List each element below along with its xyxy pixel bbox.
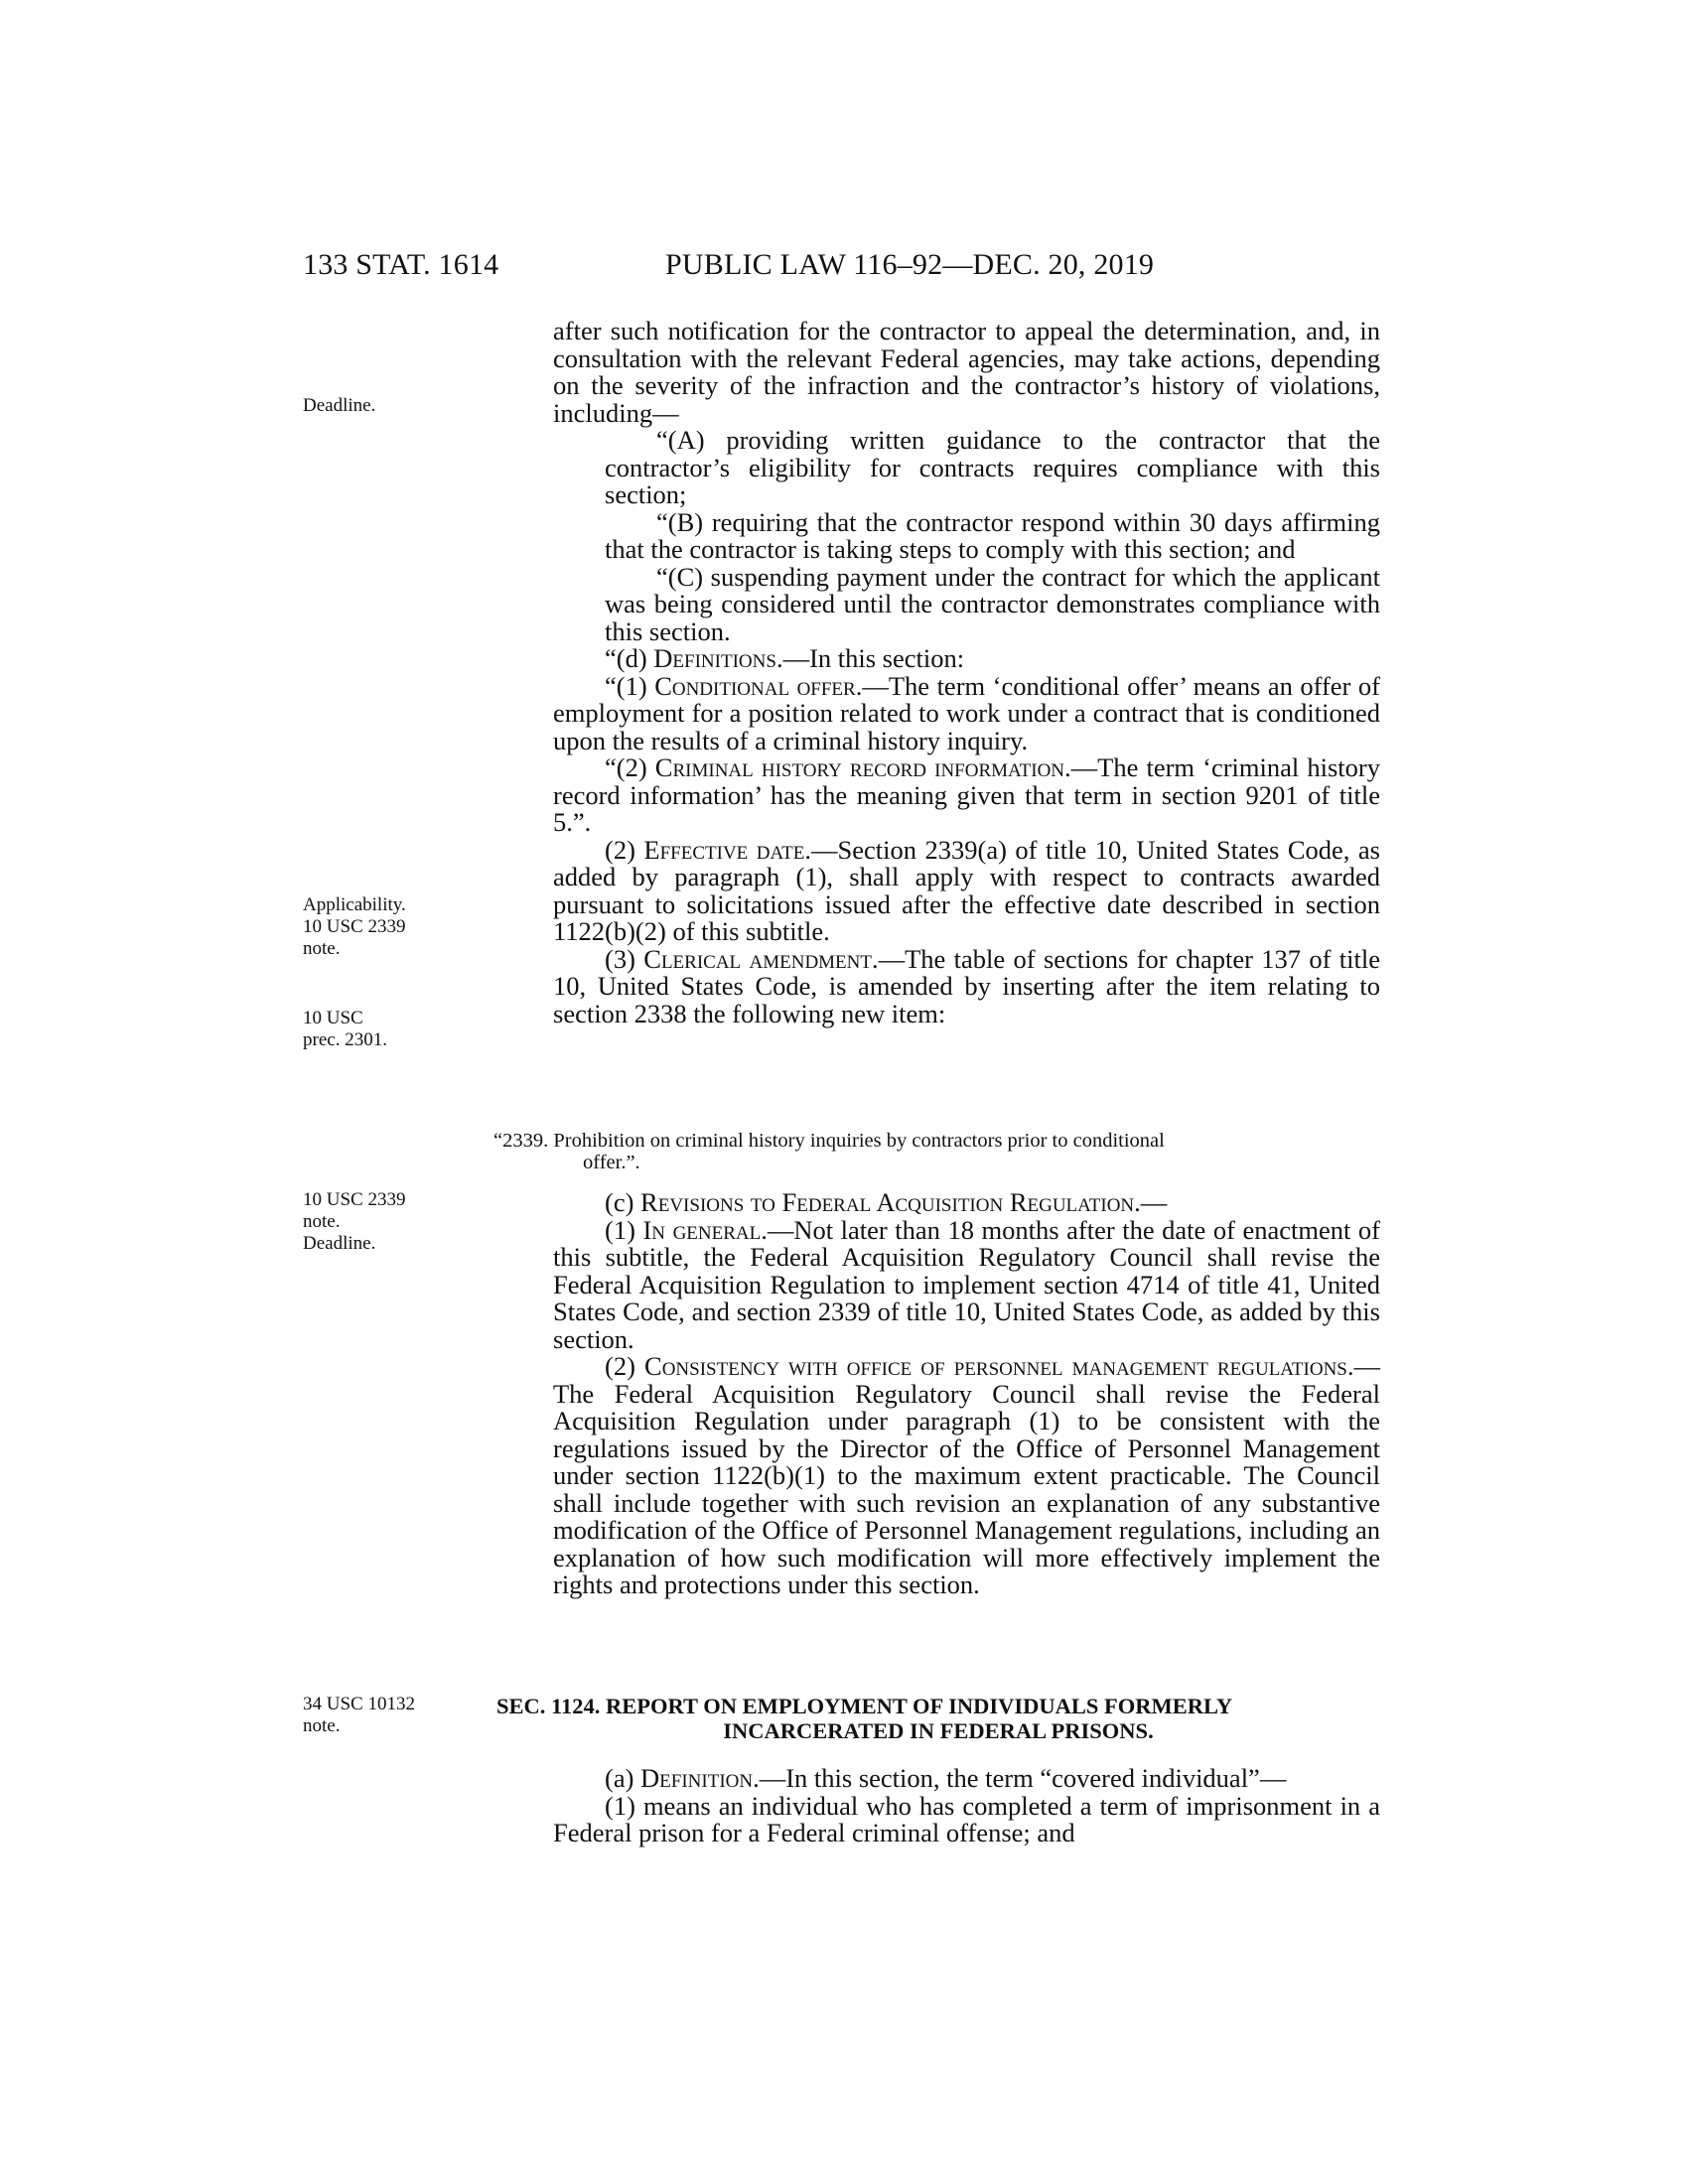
paragraph-text: .—The Federal Acquisition Regulatory Council shall revise the Federal Acquisition Regulation under paragraph (1) to be consistent with the regulations issued by the Director of the Office of Personnel Management under section 1122(b)(1) to the maximum extent practicable. The Council shall include together with such revision an explanation of any substantive modification of the Office of Personnel Management regulations, including an explanation of how such modification will more effectively implement the rights and protections under this section.: [553, 1351, 1380, 1599]
margin-note-line: note.: [303, 1211, 341, 1232]
paragraph-a1: (1) means an individual who has completed a term of imprisonment in a Federal prison for a Federal criminal offense; and: [553, 1790, 1380, 1847]
margin-note-deadline: [303, 395, 442, 417]
paragraph-heading: Definition: [640, 1763, 754, 1793]
paragraph-prefix: (c): [605, 1187, 641, 1217]
paragraph-heading: Revisions to Federal Acquisition Regulation: [640, 1187, 1135, 1217]
paragraph-heading: In general: [642, 1214, 762, 1245]
paragraph-c2-consistency: [553, 1353, 1380, 1599]
paragraph-a-definition: [553, 1765, 1380, 1793]
paragraph-C: “(C) suspending payment under the contract for which the applicant was being considered until the contractor demonstrates compliance with this section.: [605, 561, 1380, 646]
paragraph-prefix: (1): [605, 1214, 643, 1245]
margin-note-line: Deadline.: [303, 395, 376, 416]
margin-note-2339-deadline: [303, 1189, 442, 1255]
margin-note-applicability: [303, 894, 442, 960]
paragraph-b3-clerical-amendment: [553, 943, 1380, 1028]
body-text-block-1: [553, 318, 1380, 1027]
table-of-sections-item: [493, 1130, 1380, 1173]
paragraph-prefix: (3): [605, 943, 644, 974]
paragraph-c1-in-general: [553, 1214, 1381, 1354]
section-heading-line: SEC. 1124. REPORT ON EMPLOYMENT OF INDIVIDUALS FORMERLY: [496, 1694, 1233, 1718]
paragraph-prefix: (2): [605, 834, 644, 865]
paragraph-b2-effective-date: [553, 834, 1380, 946]
paragraph-prefix: “(1): [605, 670, 655, 701]
paragraph-text: .—Section 2339(a) of title 10, United States Code, as added by paragraph (1), shall apply with respect to contracts awarded pursuant to solicitations issued after the effective date described in section 1122(b)(2) of this subtitle.: [553, 834, 1380, 946]
paragraph-heading: Effective date: [643, 834, 805, 865]
paragraph-heading: Conditional offer: [654, 670, 856, 701]
margin-note-line: 10 USC 2339: [303, 916, 406, 937]
paragraph-B: “(B) requiring that the contractor respond within 30 days affirming that the contractor is taking steps to comply with this section; and: [605, 506, 1380, 564]
margin-note-line: note.: [303, 1715, 341, 1736]
margin-note-10132: [303, 1694, 442, 1737]
toc-line: offer.”.: [583, 1152, 640, 1173]
paragraph-text: .—: [1134, 1187, 1168, 1217]
paragraph-prefix: “(2): [605, 752, 655, 782]
margin-note-line: Deadline.: [303, 1233, 376, 1254]
paragraph-prefix: (a): [605, 1763, 641, 1793]
paragraph-intro: after such notification for the contractor to appeal the determination, and, in consultation with the relevant Federal agencies, may take actions, depending on the severity of the infraction and the contractor’s history of violations, including—: [553, 316, 1380, 428]
paragraph-d-definitions: [553, 645, 1380, 673]
paragraph-heading: Clerical amendment: [643, 943, 872, 974]
margin-note-prec: [303, 1008, 442, 1051]
paragraph-heading: Criminal history record information: [654, 752, 1065, 782]
margin-note-line: 34 USC 10132: [303, 1694, 415, 1714]
toc-line: “2339. Prohibition on criminal history inquiries by contractors prior to conditional: [493, 1130, 1165, 1152]
paragraph-text: .—In this section, the term “covered individual”—: [753, 1763, 1287, 1793]
paragraph-d2-criminal-history: [553, 754, 1380, 837]
section-heading-line: INCARCERATED IN FEDERAL PRISONS.: [723, 1718, 1154, 1743]
paragraph-c-revisions: [553, 1189, 1380, 1217]
margin-note-line: Applicability.: [303, 894, 406, 915]
margin-note-line: 10 USC 2339: [303, 1189, 406, 1210]
paragraph-prefix: “(d): [605, 643, 654, 673]
paragraph-text: .—Not later than 18 months after the date of enactment of this subtitle, the Federal Acquisition Regulatory Council shall revise the Federal Acquisition Regulation to implement section 4714 of title 41, United States Code, and section 2339 of title 10, United States Code, as added by this section.: [553, 1214, 1381, 1354]
body-text-block-3: [553, 1765, 1380, 1847]
margin-note-line: prec. 2301.: [303, 1029, 387, 1050]
section-heading-1124: [496, 1694, 1380, 1743]
paragraph-text: .—The term ‘conditional offer’ means an offer of employment for a position related to work under a contract that is conditioned upon the results of a criminal history inquiry.: [553, 670, 1380, 755]
paragraph-prefix: (2): [605, 1351, 645, 1381]
paragraph-text: .—The table of sections for chapter 137 of title 10, United States Code, is amended by inserting after the item relating to section 2338 the following new item:: [553, 943, 1380, 1028]
paragraph-A: “(A) providing written guidance to the contractor that the contractor’s eligibility for contracts requires compliance with this section;: [605, 425, 1380, 509]
margin-note-line: 10 USC: [303, 1008, 363, 1028]
paragraph-heading: Consistency with office of personnel management regulations: [644, 1351, 1347, 1381]
paragraph-d1-conditional-offer: [553, 670, 1380, 755]
body-text-block-2: [553, 1189, 1380, 1599]
paragraph-heading: Definitions: [653, 643, 776, 673]
public-law-header: PUBLIC LAW 116–92—DEC. 20, 2019: [665, 248, 1155, 281]
paragraph-text: .—In this section:: [775, 643, 965, 673]
stat-page-reference: 133 STAT. 1614: [303, 248, 499, 281]
margin-note-line: note.: [303, 938, 341, 959]
paragraph-text: .—The term ‘criminal history record information’ has the meaning given that term in section 9201 of title 5.”.: [553, 752, 1380, 837]
